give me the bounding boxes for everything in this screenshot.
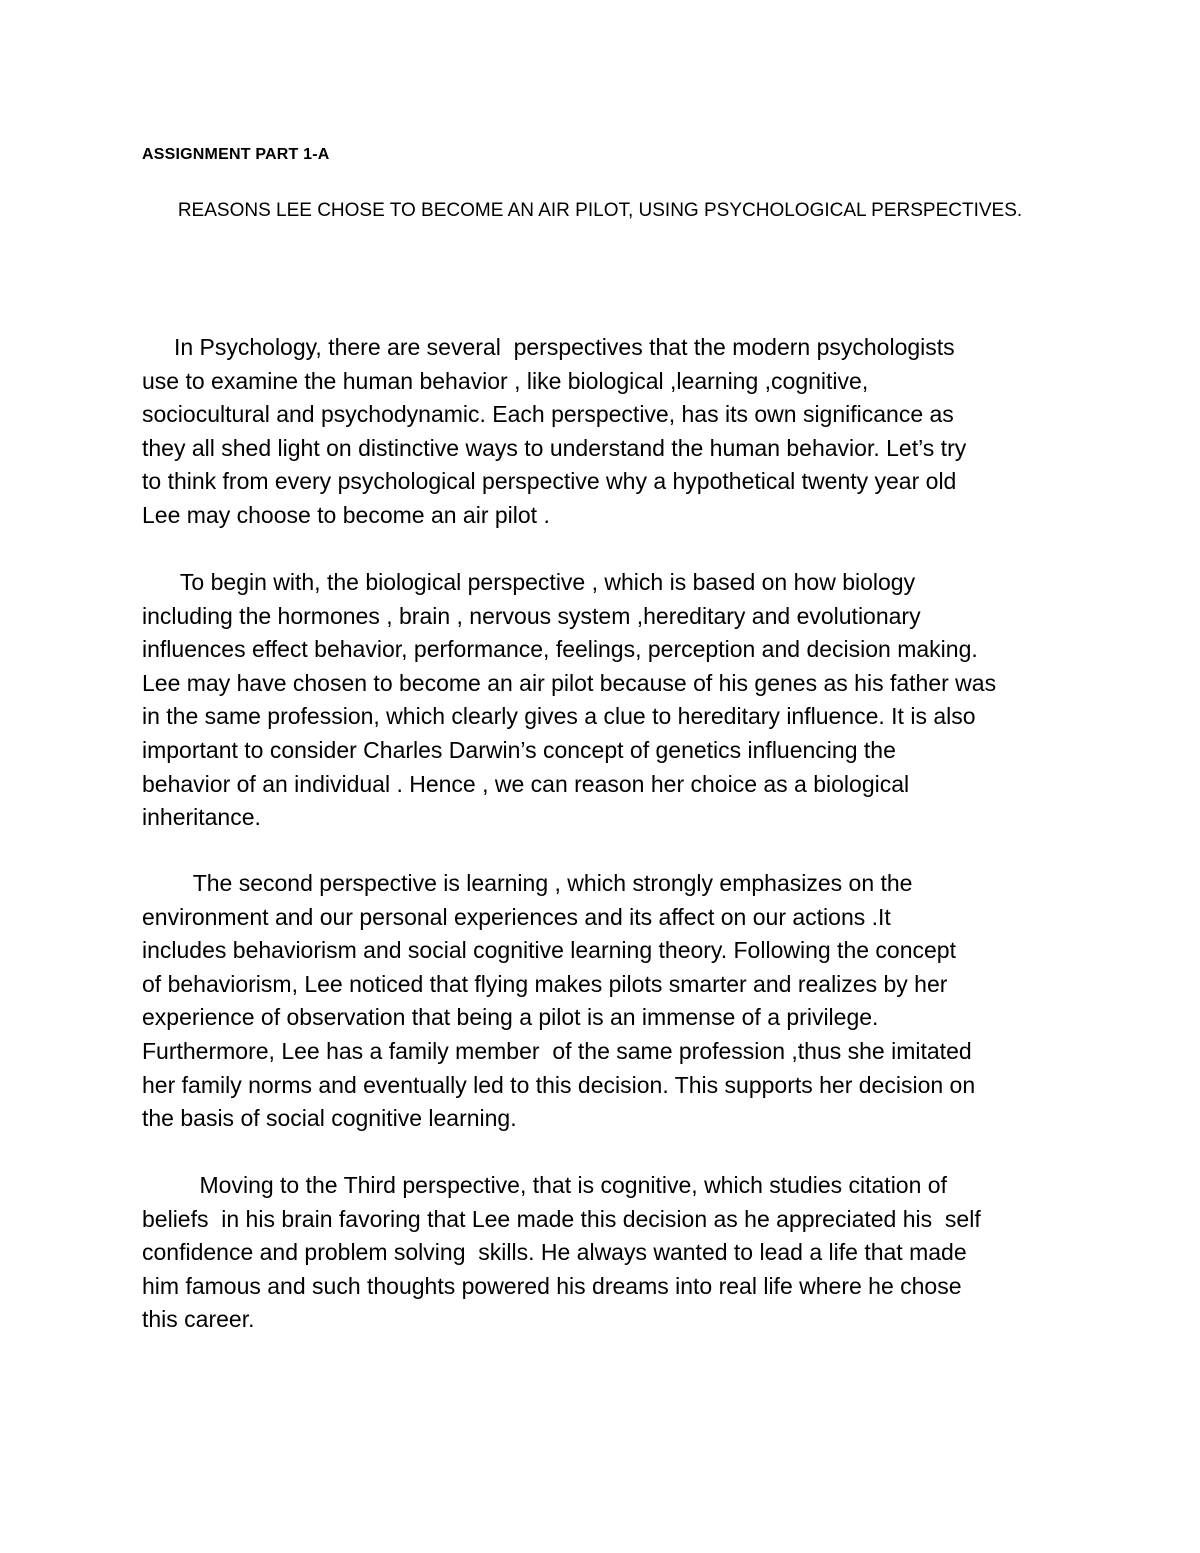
paragraph-line: they all shed light on distinctive ways to understand the human behavior. Let’s try <box>142 434 967 461</box>
paragraph-line: this career. <box>142 1306 255 1333</box>
paragraph-line: influences effect behavior, performance, feelings, perception and decision making. <box>142 636 978 663</box>
paragraph-line: behavior of an individual . Hence , we can reason her choice as a biological <box>142 770 910 797</box>
paragraph-line: To begin with, the biological perspective , which is based on how biology <box>142 569 916 595</box>
paragraph-line: Furthermore, Lee has a family member of the same profession ,thus she imitated <box>142 1037 972 1064</box>
paragraph-line: confidence and problem solving skills. He always wanted to lead a life that made <box>142 1239 967 1266</box>
paragraph-biological <box>142 566 1072 835</box>
paragraph-cognitive <box>142 1169 1072 1337</box>
paragraph-line: The second perspective is learning , which strongly emphasizes on the <box>142 870 913 896</box>
paragraph-line: beliefs in his brain favoring that Lee made this decision as he appreciated his self <box>142 1205 981 1232</box>
paragraph-line: important to consider Charles Darwin’s concept of genetics influencing the <box>142 736 896 763</box>
document-title: REASONS LEE CHOSE TO BECOME AN AIR PILOT, USING PSYCHOLOGICAL PERSPECTIVES. <box>177 200 1023 221</box>
paragraph-line: includes behaviorism and social cognitive learning theory. Following the concept <box>142 937 956 964</box>
paragraph-line: the basis of social cognitive learning. <box>142 1105 517 1132</box>
paragraph-line: Moving to the Third perspective, that is cognitive, which studies citation of <box>142 1172 947 1198</box>
paragraph-line: her family norms and eventually led to this decision. This supports her decision on <box>142 1071 976 1098</box>
paragraph-line: including the hormones , brain , nervous system ,hereditary and evolutionary <box>142 602 921 629</box>
paragraph-introduction <box>142 331 1072 533</box>
paragraph-line: Lee may choose to become an air pilot . <box>142 501 550 528</box>
paragraph-line: environment and our personal experiences and its affect on our actions .It <box>142 903 891 930</box>
paragraph-line: in the same profession, which clearly gives a clue to hereditary influence. It is also <box>142 703 976 730</box>
paragraph-line: to think from every psychological perspective why a hypothetical twenty year old <box>142 468 957 495</box>
paragraph-line: him famous and such thoughts powered his dreams into real life where he chose <box>142 1272 962 1299</box>
paragraph-line: sociocultural and psychodynamic. Each perspective, has its own significance as <box>142 401 954 428</box>
paragraph-line: Lee may have chosen to become an air pilot because of his genes as his father was <box>142 669 997 696</box>
paragraph-line: In Psychology, there are several perspectives that the modern psychologists <box>142 334 955 360</box>
paragraph-line: use to examine the human behavior , like biological ,learning ,cognitive, <box>142 367 869 394</box>
paragraph-line: of behaviorism, Lee noticed that flying makes pilots smarter and realizes by her <box>142 970 948 997</box>
paragraph-learning <box>142 867 1072 1136</box>
assignment-label: ASSIGNMENT PART 1-A <box>142 146 330 163</box>
paragraph-line: inheritance. <box>142 804 261 831</box>
paragraph-line: experience of observation that being a pilot is an immense of a privilege. <box>142 1004 879 1031</box>
